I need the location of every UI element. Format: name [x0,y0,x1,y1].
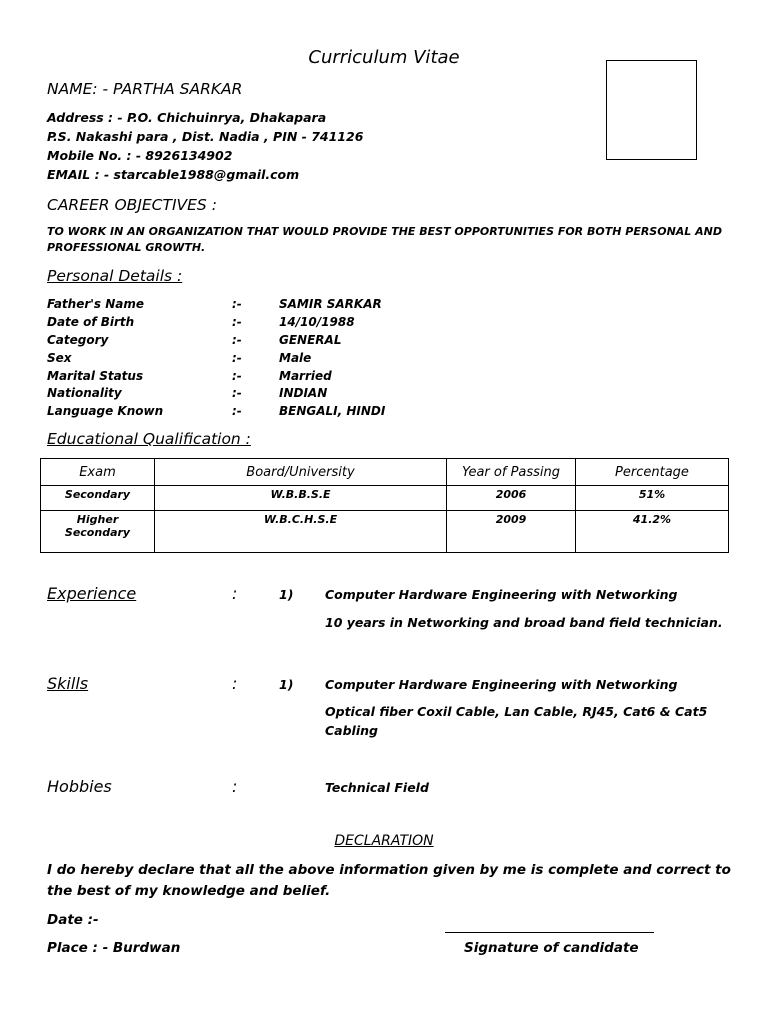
experience-line-2: 10 years in Networking and broad band field technician. [325,615,723,630]
document-title: Curriculum Vitae [308,47,460,68]
table-cell: Higher Secondary [41,511,155,553]
table-cell: 2009 [447,511,576,553]
table-cell: W.B.B.S.E [155,486,447,511]
personal-separator: :- [232,404,242,418]
table-cell: 51% [576,486,729,511]
hobbies-value: Technical Field [325,780,429,795]
photo-placeholder [606,60,697,160]
column-header: Exam [41,459,155,486]
skills-line-2: Optical fiber Coxil Cable, Lan Cable, RJ45, Cat6 & Cat5 [325,704,708,719]
signature-caption: Signature of candidate [464,940,639,956]
personal-label: Father's Name [47,297,145,311]
personal-value: INDIAN [279,386,328,400]
education-heading: Educational Qualification : [47,430,251,448]
table-cell: 41.2% [576,511,729,553]
mobile-line: Mobile No. : - 8926134902 [47,148,233,163]
skills-colon: : [232,674,238,693]
personal-label: Category [47,333,109,347]
personal-label: Sex [47,351,72,365]
candidate-name: NAME: - PARTHA SARKAR [47,80,243,98]
table-cell: Secondary [41,486,155,511]
experience-label: Experience [47,584,137,603]
personal-details-heading: Personal Details : [47,267,183,285]
personal-separator: :- [232,386,242,400]
personal-label: Marital Status [47,369,144,383]
table-row [41,486,729,511]
personal-separator: :- [232,369,242,383]
column-header: Board/University [155,459,447,486]
personal-value: Married [279,369,332,383]
personal-separator: :- [232,297,242,311]
table-row [41,511,729,553]
column-header: Year of Passing [447,459,576,486]
address-line-1: Address : - P.O. Chichuinrya, Dhakapara [47,110,327,125]
personal-label: Language Known [47,404,164,418]
personal-value: BENGALI, HINDI [279,404,386,418]
table-cell: 2006 [447,486,576,511]
education-table [40,458,729,553]
skills-number: 1) [279,677,294,692]
skills-line-1: Computer Hardware Engineering with Networking [325,677,678,692]
table-cell: W.B.C.H.S.E [155,511,447,553]
personal-separator: :- [232,315,242,329]
column-header: Percentage [576,459,729,486]
experience-number: 1) [279,587,294,602]
experience-colon: : [232,584,238,603]
skills-line-3: Cabling [325,723,378,738]
address-line-2: P.S. Nakashi para , Dist. Nadia , PIN - 741126 [47,129,364,144]
personal-value: Male [279,351,312,365]
career-objectives-heading: CAREER OBJECTIVES : [47,196,217,214]
personal-separator: :- [232,351,242,365]
personal-value: 14/10/1988 [279,315,355,329]
personal-label: Date of Birth [47,315,135,329]
hobbies-label: Hobbies [47,777,112,796]
table-header-row [41,459,729,486]
hobbies-colon: : [232,777,238,796]
experience-line-1: Computer Hardware Engineering with Networking [325,587,678,602]
career-objectives-text: TO WORK IN AN ORGANIZATION THAT WOULD PROVIDE THE BEST OPPORTUNITIES FOR BOTH PERSONAL AND PROFESSIONAL GROWTH. [47,225,722,254]
personal-separator: :- [232,333,242,347]
personal-value: GENERAL [279,333,342,347]
declaration-text: I do hereby declare that all the above information given by me is complete and correct to the best of my knowledge and belief. [47,862,731,899]
date-line: Date :- [47,912,99,928]
signature-line [445,932,654,933]
personal-label: Nationality [47,386,122,400]
declaration-heading: DECLARATION [334,833,434,849]
place-line: Place : - Burdwan [47,940,181,956]
skills-label: Skills [47,674,89,693]
email-line: EMAIL : - starcable1988@gmail.com [47,167,300,182]
personal-value: SAMIR SARKAR [279,297,382,311]
